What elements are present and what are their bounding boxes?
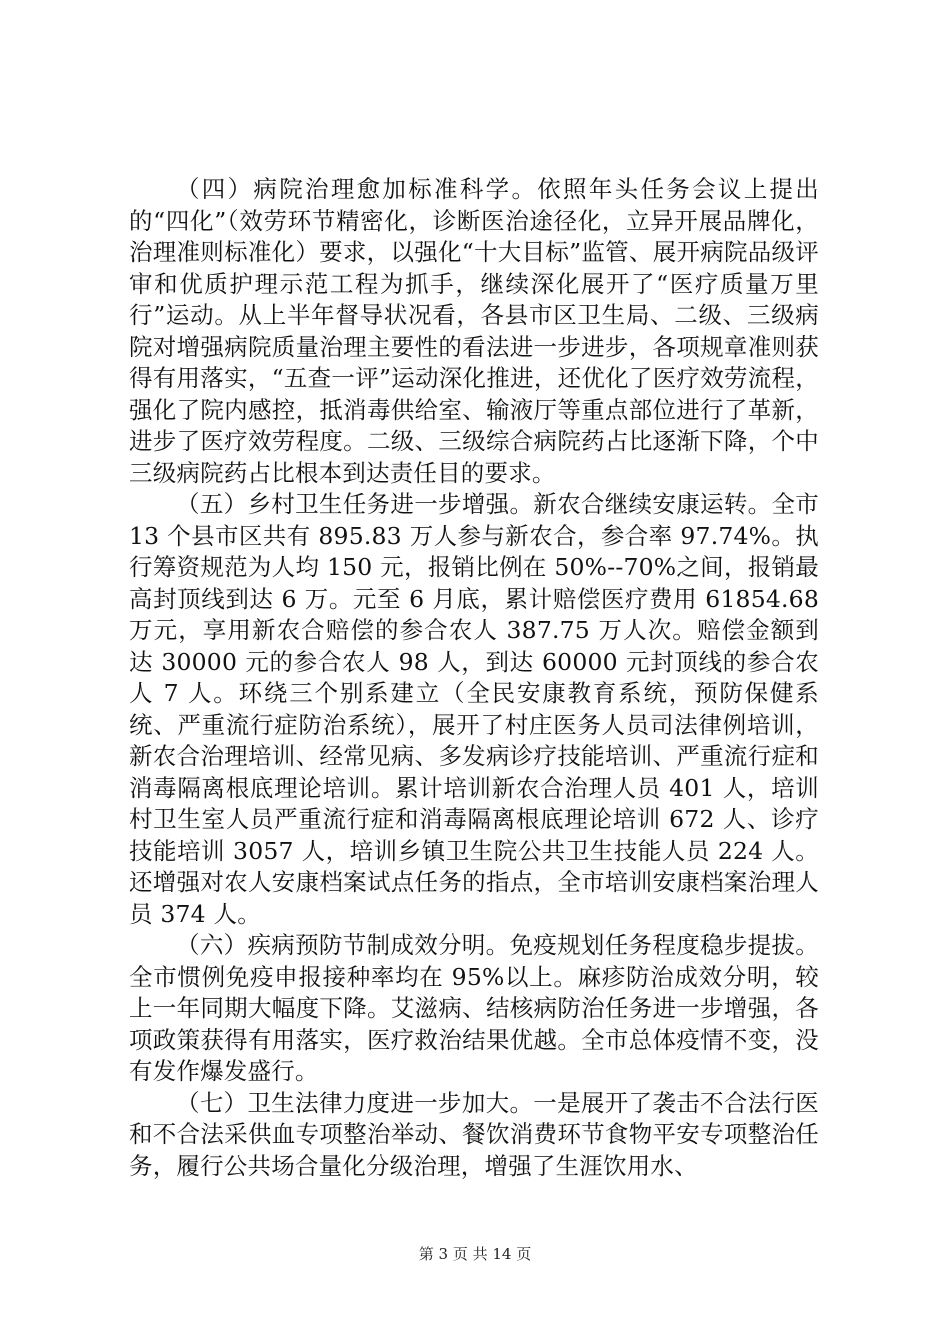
paragraph-section-5: （五）乡村卫生任务进一步增强。新农合继续安康运转。全市 13 个县市区共有 895.83 万人参与新农合，参合率 97.74%。执行筹资规范为人均 150 元，报销比例在 50%--70%之间，报销最高封顶线到达 6 万。元至 6 月底，累计赔偿医疗费用 61854.68 万元，享用新农合赔偿的参合农人 387.75 万人次。赔偿金额到达 30000 元的参合农人 98 人，到达 60000 元封顶线的参合农人 7 人。环绕三个别系建立（全民安康教育系统，预防保健系统、严重流行症防治系统），展开了村庄医务人员司法律例培训，新农合治理培训、经常见病、多发病诊疗技能培训、严重流行症和消毒隔离根底理论培训。累计培训新农合治理人员 401 人，培训村卫生室人员严重流行症和消毒隔离根底理论培训 672 人、诊疗技能培训 3057 人，培训乡镇卫生院公共卫生技能人员 224 人。还增强对农人安康档案试点任务的指点，全市培训安康档案治理人员 374 人。 <box>129 490 819 928</box>
document-body <box>129 174 819 1182</box>
paragraph-section-7: （七）卫生法律力度进一步加大。一是展开了袭击不合法行医和不合法采供血专项整治举动、餐饮消费环节食物平安专项整治任务，履行公共场合量化分级治理，增强了生涯饮用水、 <box>129 1088 819 1180</box>
page-number-footer: 第 3 页 共 14 页 <box>418 1245 532 1263</box>
paragraph-section-4: （四）病院治理愈加标准科学。依照年头任务会议上提出的“四化”（效劳环节精密化，诊断医治途径化，立异开展品牌化，治理准则标准化）要求，以强化“十大目标”监管、展开病院品级评审和优质护理示范工程为抓手，继续深化展开了“医疗质量万里行”运动。从上半年督导状况看，各县市区卫生局、二级、三级病院对增强病院质量治理主要性的看法进一步进步，各项规章准则获得有用落实，“五查一评”运动深化推进，还优化了医疗效劳流程，强化了院内感控，抵消毒供给室、输液厅等重点部位进行了革新，进步了医疗效劳程度。二级、三级综合病院药占比逐渐下降，个中三级病院药占比根本到达责任目的要求。 <box>129 175 819 487</box>
paragraph-section-6: （六）疾病预防节制成效分明。免疫规划任务程度稳步提拔。全市惯例免疫申报接种率均在 95%以上。麻疹防治成效分明，较上一年同期大幅度下降。艾滋病、结核病防治任务进一步增强，各项政策获得有用落实，医疗救治结果优越。全市总体疫情不变，没有发作爆发盛行。 <box>129 931 819 1085</box>
